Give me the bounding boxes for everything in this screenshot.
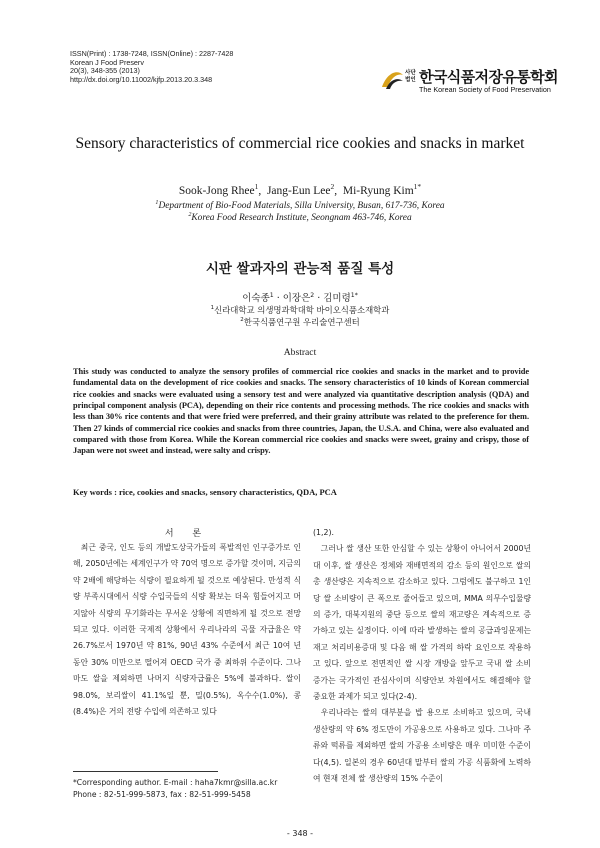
author-sup: 2 xyxy=(330,182,335,192)
abstract-heading: Abstract xyxy=(283,347,317,358)
author-sup: 1* xyxy=(350,291,358,299)
left-column xyxy=(73,540,301,720)
author-sup: 1* xyxy=(413,182,422,192)
right-column xyxy=(313,525,531,788)
journal-name: Korean J Food Preserv xyxy=(70,57,144,67)
affiliation-text: 신라대학교 의생명과학대학 바이오식품소재학과 xyxy=(214,305,390,315)
page-number: - 348 - xyxy=(286,829,314,838)
affiliation-item xyxy=(60,200,540,212)
journal-info xyxy=(70,50,233,84)
korean-author-name: 이장은 xyxy=(282,293,311,304)
society-logo xyxy=(379,64,564,98)
body-paragraph: 우리나라는 쌀의 대부분을 밥 용으로 소비하고 있으며, 국내 생산량의 약 6% 정도만이 가공용으로 사용하고 있다. 그나마 주류와 떡류를 제외하면 쌀의 가공용 소비량은 매우 미미한 수준이다(4,5). 일본의 경우 60년대 말부터 쌀의 가공 식품화에 노력하여 현재 전체 쌀 생산량의 15% 수준이 xyxy=(313,708,531,784)
society-english-name: The Korean Society of Food Preservation xyxy=(419,85,551,94)
journal-issn: ISSN(Print) : 1738-7248, ISSN(Online) : 2287-7428 xyxy=(70,49,234,58)
abstract-body: This study was conducted to analyze the sensory profiles of commercial rice cookies and snacks in the market and to provide fundamental data on the development of rice cookies and snacks. The sensory characteristics of 10 kinds of Korean commercial rice cookies and snacks were evaluated using a sensory test and were analyzed via quantitative description analysis (QDA) and principal component analysis (PCA), depending on their rice contents and processing methods. The rice cookies and snacks with less than 30% rice contents and that were fried were preferred, and their grainy attribute was related to the preference for them. Then 27 kinds of commercial rice cookies and snacks from three countries, Japan, the U.S.A. and China, were also evaluated and compared with those from Korea. While the Korean commercial rice cookies and snacks were sweet, grainy and crispy, those of Japan were not sweet and instead, were salty and crispy. xyxy=(73,367,529,456)
corresponding-author: *Corresponding author. E-mail : haha7kmr@silla.ac.kr xyxy=(73,778,278,787)
korean-affiliation-item xyxy=(60,305,540,317)
affiliation-text: 한국식품연구원 우리술연구센터 xyxy=(243,316,360,327)
society-korean-name: 한국식품저장유통학회 xyxy=(419,68,558,86)
affiliation-item xyxy=(60,212,540,224)
body-paragraph: (1,2). xyxy=(313,528,334,537)
affiliation-sup: 2 xyxy=(188,211,192,218)
logo-small-text: 사단법인 xyxy=(405,70,416,83)
affiliation-sup: 1 xyxy=(155,199,159,206)
affiliation-text: Department of Bio-Food Materials, Silla University, Busan, 617-736, Korea xyxy=(158,201,445,211)
affiliation-text: Korea Food Research Institute, Seongnam 463-746, Korea xyxy=(191,213,412,223)
author-name: Mi-Ryung Kim xyxy=(342,185,414,197)
korean-author-name: 김미령 xyxy=(323,293,351,304)
affiliation-sup: 2 xyxy=(240,316,244,323)
section-heading-introduction: 서 론 xyxy=(164,529,210,539)
author-sup: 1 xyxy=(269,291,274,299)
keywords: Key words : rice, cookies and snacks, sensory characteristics, QDA, PCA xyxy=(73,487,337,497)
journal-doi[interactable]: http://dx.doi.org/10.11002/kjfp.2013.20.3.348 xyxy=(70,74,213,84)
author-sup: 2 xyxy=(310,291,315,299)
korean-affiliation-list xyxy=(60,305,540,328)
korean-title: 시판 쌀과자의 관능적 품질 특성 xyxy=(205,261,395,277)
korean-affiliation-item xyxy=(60,317,540,329)
footnote-divider xyxy=(73,771,218,772)
affiliation-list xyxy=(60,200,540,224)
paper-title: Sensory characteristics of commercial rice cookies and snacks in market xyxy=(75,135,525,152)
author-name: Sook-Jong Rhee xyxy=(178,185,255,197)
author-list: Sook-Jong Rhee$^1$, Jang-Eun Lee$^2$, Mi-Ryung Kim$^{1*}$ xyxy=(178,182,422,197)
author-sup: 1 xyxy=(254,182,259,192)
body-paragraph: 그러나 쌀 생산 또한 안심할 수 있는 상황이 아니어서 2000년대 이후, 쌀 생산은 정체와 재배면적의 감소 등의 원인으로 쌀의 총 생산량은 지속적으로 감소하고 있다. 그럼에도 불구하고 1인당 쌀 소비량이 큰 폭으로 줄어들고 있으며, MMA 의무수입물량의 증가, 대북지원의 중단 등으로 쌀의 재고량은 계속적으로 증가하고 있는 실정이다. 이에 따라 발생하는 쌀의 공급과잉문제는 재고 처리비용증대 및 다음 해 쌀 가격의 하락 요인으로 작용하고 있다. 앞으로 전면적인 쌀 시장 개방을 앞두고 국내 쌀 소비 증가는 국가적인 관심사이며 식량안보 차원에서도 해결해야 할 중요한 과제가 되고 있다(2-4). xyxy=(313,544,531,702)
body-paragraph: 최근 중국, 인도 등의 개발도상국가들의 폭발적인 인구증가로 인해, 2050년에는 세계인구가 약 70억 명으로 증가할 것이며, 지금의 약 2배에 해당하는 식량이 필요하게 될 것으로 예상된다. 만성적 식량 부족시대에서 식량 수입국들의 식량 확보는 더욱 힘들어지고 머지않아 식량의 무기화라는 무서운 상황에 직면하게 될 것으로 전망되고 있다. 이러한 국제적 상황에서 우리나라의 곡물 자급율은 약 26.7%로서 1970년 약 81%, 90년 43% 수준에서 최근 10여 년 동안 30% 미만으로 떨어져 OECD 국가 중 최하위 수준이다. 그나마도 쌀을 제외하면 나머지 식량자급률은 5%에 불과하다. 쌀이 98.0%, 보리쌀이 41.1%일 뿐, 밀(0.5%), 옥수수(1.0%), 콩(8.4%)은 거의 전량 수입에 의존하고 있다 xyxy=(73,543,301,717)
footnote xyxy=(73,777,277,801)
korean-author-list: 이숙종$^1$ · 이장은$^2$ · 김미령$^{1*}$ xyxy=(242,291,358,304)
affiliation-sup: 1 xyxy=(210,305,215,312)
contact-info: Phone : 82-51-999-5873, fax : 82-51-999-5458 xyxy=(73,789,251,799)
korean-author-name: 이숙종 xyxy=(242,293,270,304)
author-name: Jang-Eun Lee xyxy=(266,185,331,197)
journal-volume: 20(3), 348-355 (2013) xyxy=(70,66,140,76)
